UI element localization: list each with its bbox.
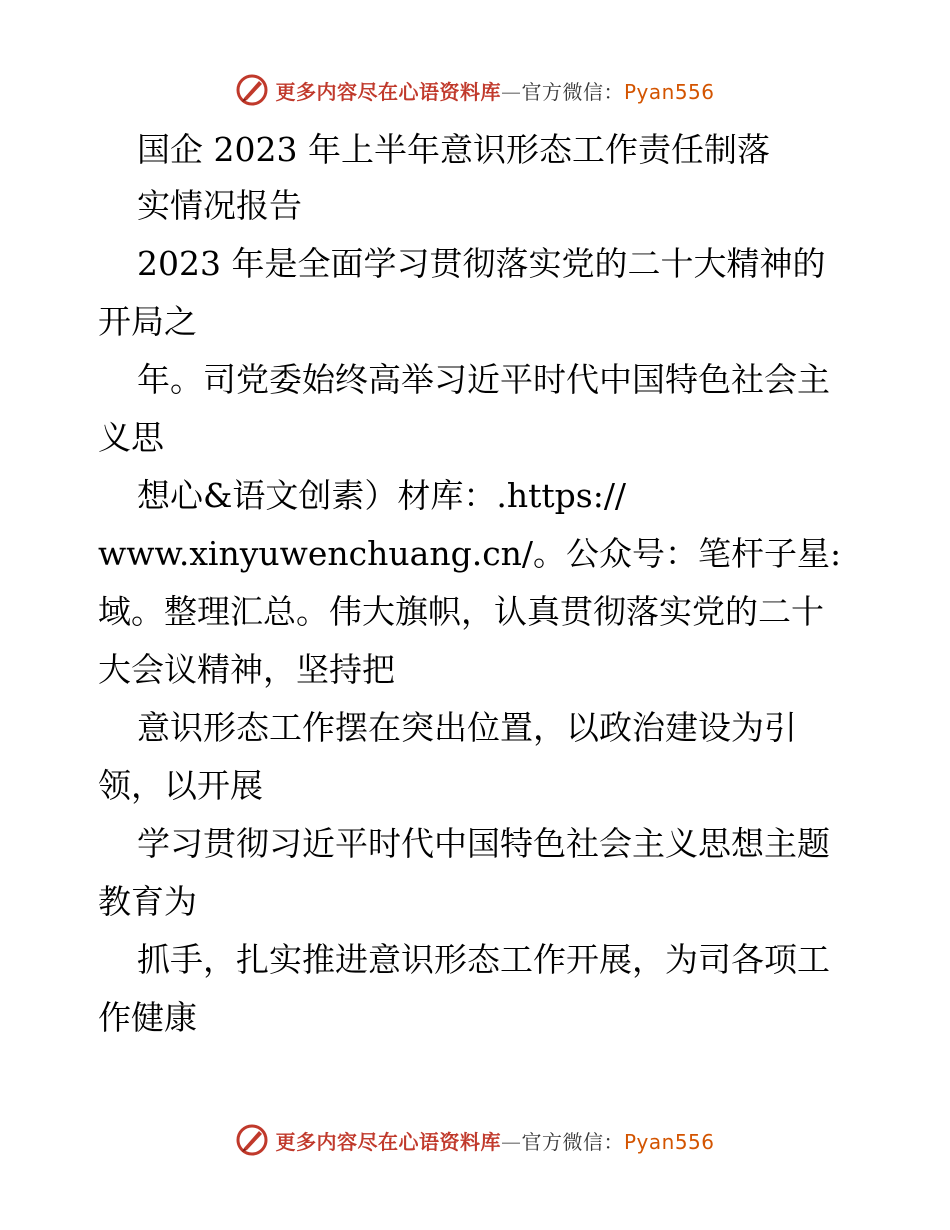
header-watermark-banner	[0, 70, 950, 110]
text-line: 抓手，扎实推进意识形态工作开展，为司各项工	[137, 940, 830, 979]
watermark-separator: —	[500, 79, 522, 104]
text-line: 义思	[98, 418, 164, 457]
watermark-wechat-id: Pyan556	[623, 79, 715, 104]
quill-logo-icon	[235, 73, 269, 107]
document-title-line-1: 国企 2023 年上半年意识形态工作责任制落	[137, 130, 770, 169]
text-line: 领，以开展	[98, 766, 263, 805]
watermark-wechat-label: 官方微信：	[521, 1129, 624, 1154]
text-line: 域。整理汇总。伟大旗帜，认真贯彻落实党的二十	[98, 592, 824, 631]
document-title-line-2: 实情况报告	[137, 186, 302, 225]
text-line: 2023 年是全面学习贯彻落实党的二十大精神的	[137, 244, 826, 283]
watermark-wechat-id: Pyan556	[623, 1129, 715, 1154]
watermark-wechat-label: 官方微信：	[521, 79, 624, 104]
text-line: 学习贯彻习近平时代中国特色社会主义思想主题	[137, 824, 830, 863]
quill-logo-icon	[235, 1123, 269, 1157]
watermark-text	[275, 1126, 714, 1155]
footer-watermark-banner	[0, 1120, 950, 1160]
watermark-separator: —	[500, 1129, 522, 1154]
text-line: 大会议精神，坚持把	[98, 650, 395, 689]
text-line: 想心&语文创素）材库：.https://	[137, 476, 627, 515]
text-line: 年。司党委始终高举习近平时代中国特色社会主	[137, 360, 830, 399]
watermark-main: 更多内容尽在心语资料库	[275, 79, 501, 104]
text-line: www.xinyuwenchuang.cn/。公众号：笔杆子星:	[98, 534, 842, 573]
watermark-text	[275, 76, 714, 105]
text-line: 作健康	[98, 998, 197, 1037]
text-line: 开局之	[98, 302, 197, 341]
text-line: 教育为	[98, 882, 197, 921]
watermark-main: 更多内容尽在心语资料库	[275, 1129, 501, 1154]
text-line: 意识形态工作摆在突出位置，以政治建设为引	[137, 708, 797, 747]
